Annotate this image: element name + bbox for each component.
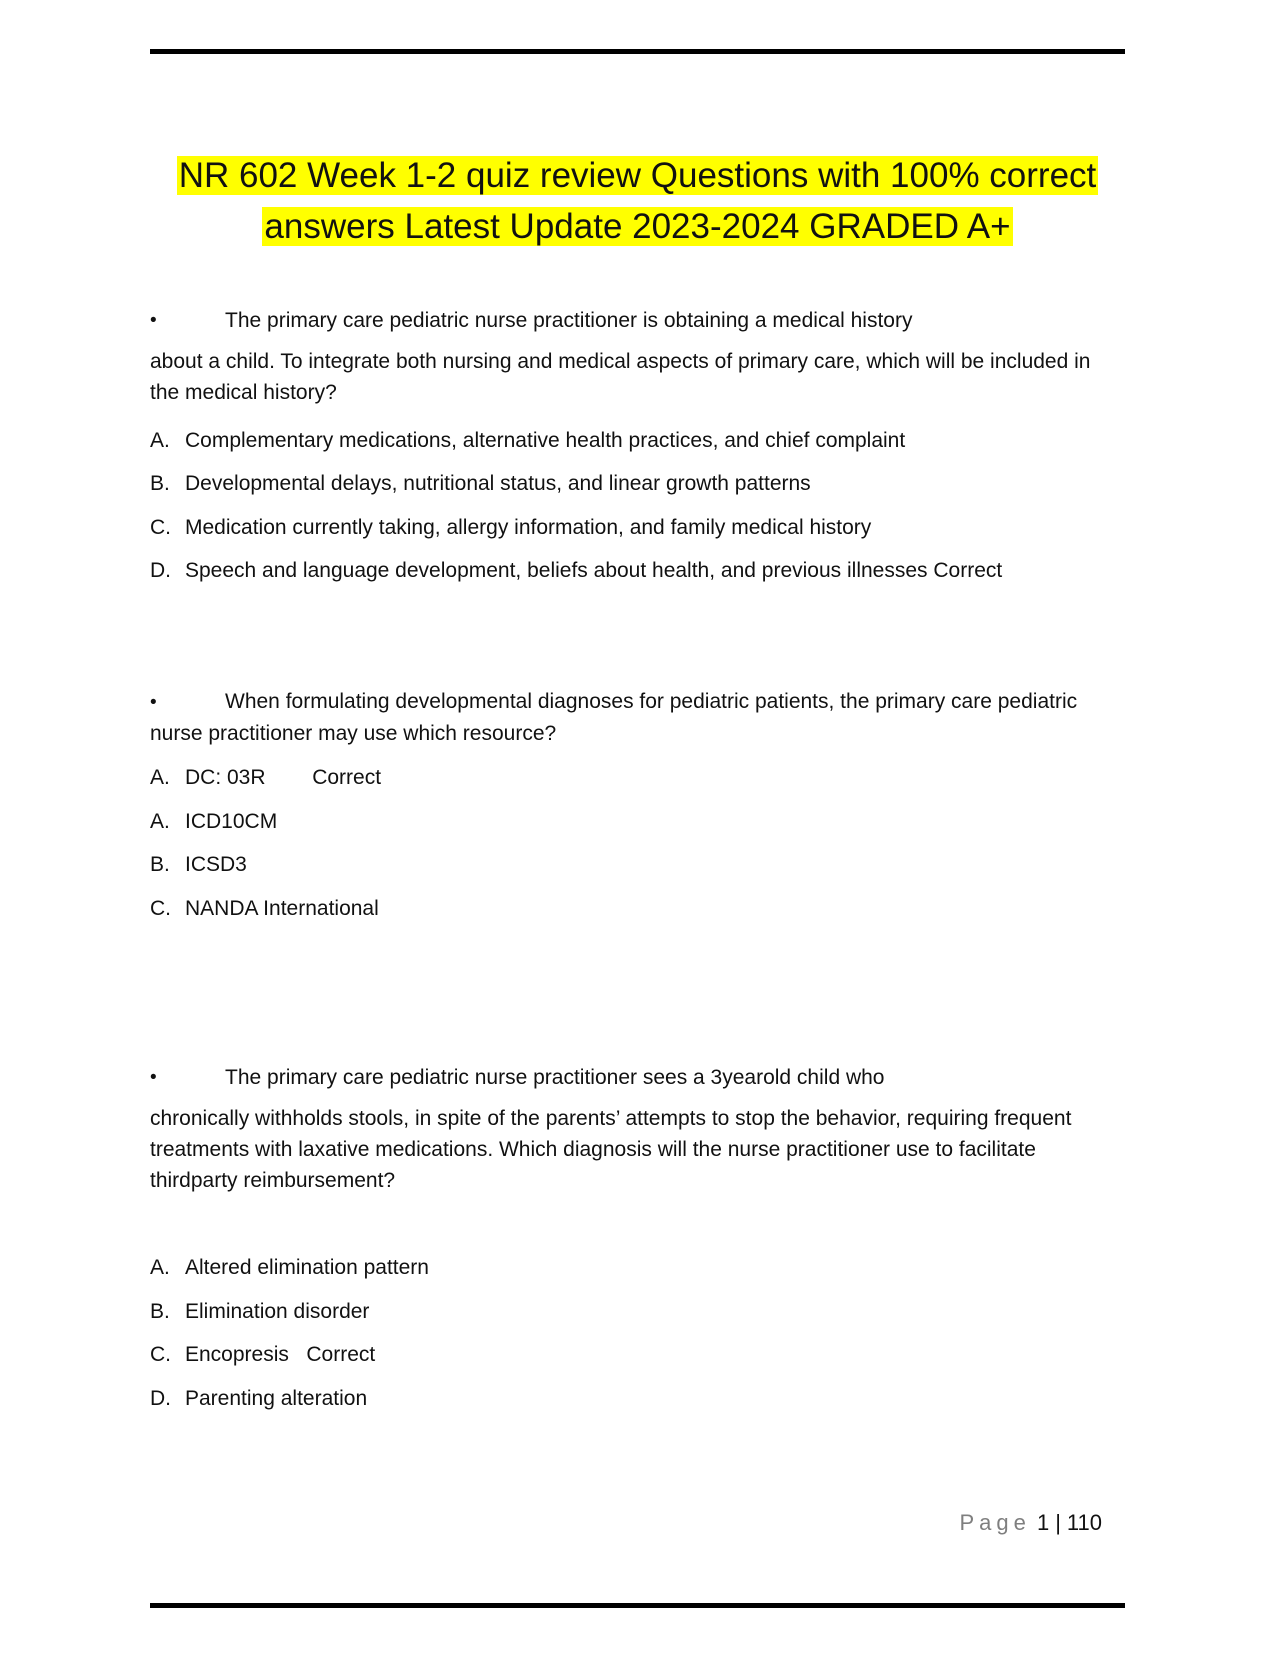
question-1 (150, 305, 1105, 408)
question-1-lead: The primary care pediatric nurse practitioner is obtaining a medical history (225, 309, 913, 332)
bullet: • (150, 692, 157, 713)
title-line-2: answers Latest Update 2023-2024 GRADED A+ (264, 207, 1011, 246)
footer-rule (150, 1603, 1125, 1608)
option-item: D. Speech and language development, beliefs about health, and previous illnesses Correct (150, 559, 1003, 582)
option-item: A. ICD10CM (150, 810, 278, 833)
option-item: B. ICSD3 (150, 853, 247, 876)
page-current: 1 (1036, 1510, 1050, 1535)
bullet: • (150, 310, 157, 331)
option-item: B. Elimination disorder (150, 1300, 370, 1323)
document-title (150, 150, 1125, 252)
question-2-text: When formulating developmental diagnoses for pediatric patients, the primary care pediatric nurse practitioner may use which resource? (150, 690, 1078, 745)
page-total: 110 (1066, 1510, 1102, 1535)
option-item: B. Developmental delays, nutritional status, and linear growth patterns (150, 472, 811, 495)
option-item: D. Parenting alteration (150, 1387, 368, 1410)
question-3 (150, 1062, 1105, 1196)
question-2 (150, 686, 1105, 749)
option-item: C. Medication currently taking, allergy information, and family medical history (150, 516, 872, 539)
question-1-text: about a child. To integrate both nursing and medical aspects of primary care, which will be included in the medical history? (150, 350, 1091, 404)
title-line-1: NR 602 Week 1-2 quiz review Questions with 100% correct (178, 156, 1097, 195)
option-item: A. Altered elimination pattern (150, 1256, 429, 1279)
option-item: A. DC: 03R Correct (150, 766, 382, 789)
header-rule (150, 49, 1125, 54)
question-3-text: chronically withholds stools, in spite of the parents’ attempts to stop the behavior, requiring frequent treatments with laxative medications. Which diagnosis will the nurse practitioner use to facilitate thirdparty reimbursement? (150, 1107, 1072, 1192)
option-item: C. NANDA International (150, 897, 379, 920)
page-label: Page (959, 1510, 1031, 1535)
option-item: A. Complementary medications, alternative health practices, and chief complaint (150, 429, 906, 452)
option-item: C. Encopresis Correct (150, 1343, 376, 1366)
question-3-lead: The primary care pediatric nurse practitioner sees a 3yearold child who (225, 1066, 885, 1089)
page-separator: | (1055, 1510, 1061, 1535)
page-footer (959, 1508, 1102, 1538)
bullet: • (150, 1067, 157, 1088)
